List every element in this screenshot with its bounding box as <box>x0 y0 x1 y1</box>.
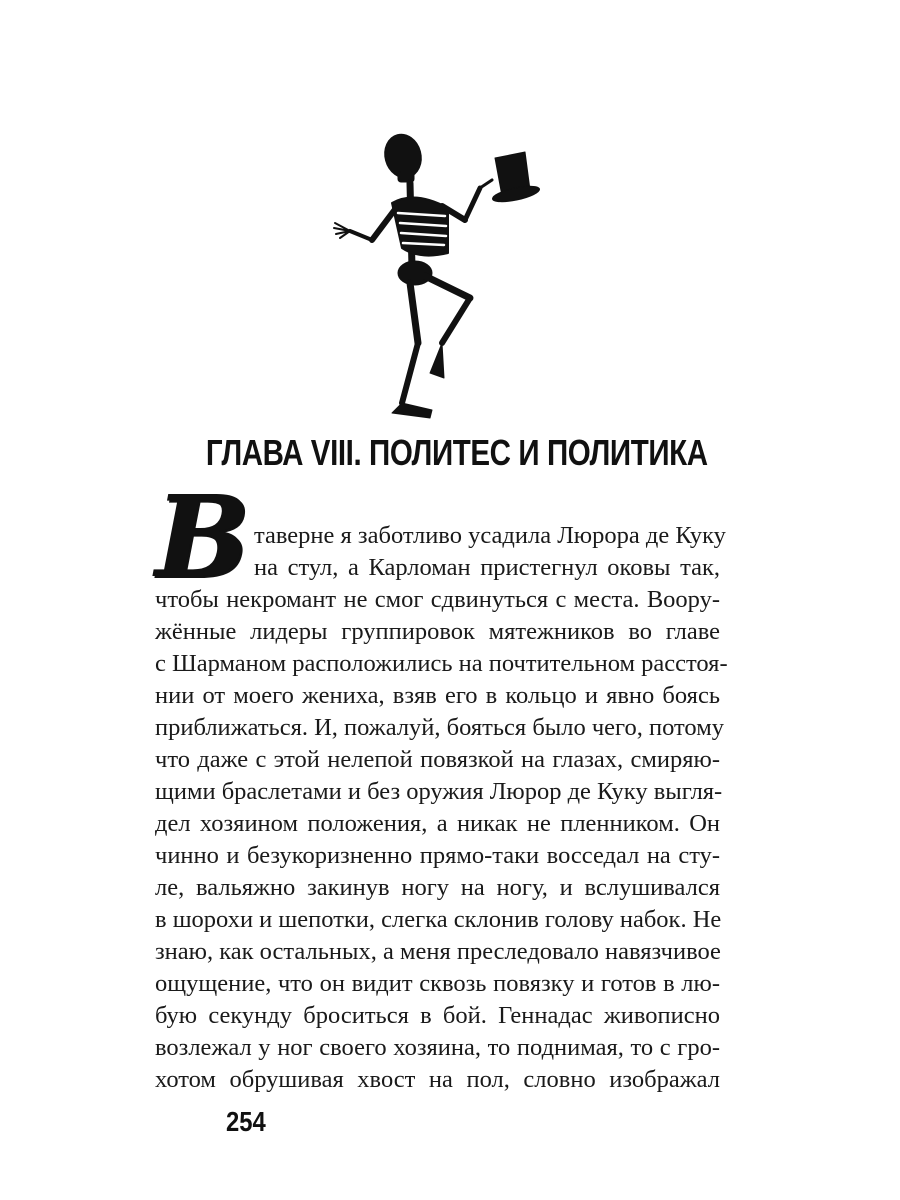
text-line: щими браслетами и без оружия Люрор де Куку выгля- <box>155 778 723 805</box>
text-line: ле, вальяжно закинув ногу на ногу, и вслушивался <box>155 874 720 901</box>
text-line: жённые лидеры группировок мятежников во главе <box>155 618 720 645</box>
text-line: бую секунду броситься в бой. Геннадас живописно <box>155 1002 720 1029</box>
text-line: на стул, а Карломан пристегнул оковы так, <box>254 554 720 581</box>
text-line: нии от моего жениха, взяв его в кольцо и явно боясь <box>155 682 720 709</box>
page-number: 254 <box>226 1106 266 1137</box>
text-line: таверне я заботливо усадила Люрора де Куку <box>254 522 726 549</box>
text-line: в шорохи и шепотки, слегка склонив голову набок. Не <box>155 906 722 933</box>
text-line: что даже с этой нелепой повязкой на глазах, смиряю- <box>155 746 720 773</box>
text-line: чинно и безукоризненно прямо-таки восседал на сту- <box>155 842 720 869</box>
text-line: хотом обрушивая хвост на пол, словно изображал <box>155 1066 720 1093</box>
text-line: ощущение, что он видит сквозь повязку и готов в лю- <box>155 970 720 997</box>
text-line: чтобы некромант не смог сдвинуться с места. Воору- <box>155 586 720 613</box>
text-line: приближаться. И, пожалуй, бояться было чего, потому <box>155 714 724 741</box>
text-line: возлежал у ног своего хозяина, то поднимая, то с гро- <box>155 1034 720 1061</box>
text-line: знаю, как остальных, а меня преследовало навязчивое <box>155 938 721 965</box>
drop-cap: В <box>155 472 250 603</box>
chapter-title: ГЛАВА VIII. ПОЛИТЕС И ПОЛИТИКА <box>205 432 708 473</box>
text-line: дел хозяином положения, а никак не пленником. Он <box>155 810 720 837</box>
text-line: с Шарманом расположились на почтительном расстоя- <box>155 650 728 677</box>
